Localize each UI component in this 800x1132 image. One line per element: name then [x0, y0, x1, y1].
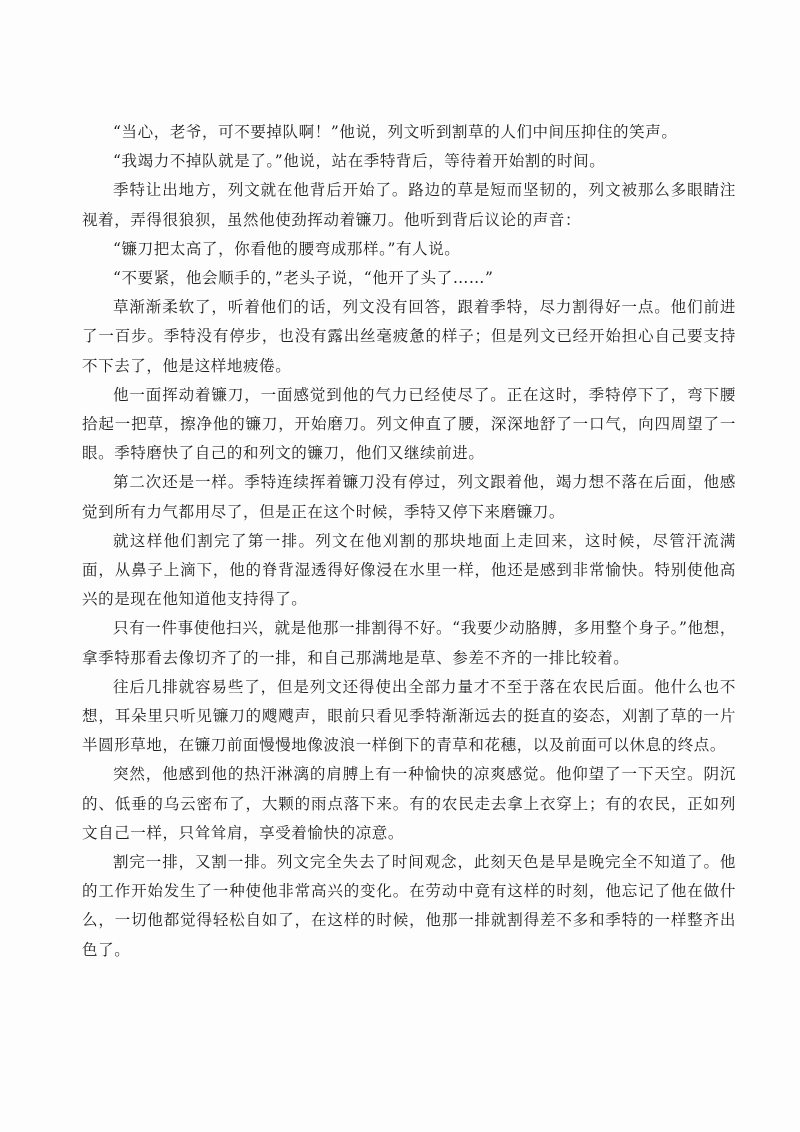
paragraph: 草渐渐柔软了，听着他们的话，列文没有回答，跟着季特，尽力割得好一点。他们前进了一百步。季特没有停步，也没有露出丝毫疲惫的样子；但是列文已经开始担心自己要支持不下去了，他是这样地疲倦。: [82, 298, 736, 375]
paragraph: 季特让出地方，列文就在他背后开始了。路边的草是短而坚韧的，列文被那么多眼睛注视着，弄得很狼狈，虽然他使劲挥动着镰刀。他听到背后议论的声音：: [82, 181, 736, 229]
body-text: [82, 118, 736, 965]
paragraph: “我竭力不掉队就是了。”他说，站在季特背后，等待着开始割的时间。: [113, 152, 606, 171]
paragraph: 往后几排就容易些了，但是列文还得使出全部力量才不至于落在农民后面。他什么也不想，耳朵里只听见镰刀的飕飕声，眼前只看见季特渐渐远去的挺直的姿态，刈割了草的一片半圆形草地，在镰刀前面慢慢地像波浪一样倒下的青草和花穗，以及前面可以休息的终点。: [82, 677, 736, 755]
paragraph: 就这样他们割完了第一排。列文在他刈割的那块地面上走回来，这时候，尽管汗流满面，从鼻子上滴下，他的脊背湿透得好像浸在水里一样，他还是感到非常愉快。特别使他高兴的是现在他知道他支持得了。: [82, 531, 736, 609]
paragraph: 割完一排，又割一排。列文完全失去了时间观念，此刻天色是早是晚完全不知道了。他的工作开始发生了一种使他非常高兴的变化。在劳动中竟有这样的时刻，他忘记了他在做什么，一切他都觉得轻松自如了，在这样的时候，他那一排就割得差不多和季特的一样整齐出色了。: [82, 853, 736, 959]
paragraph: “镰刀把太高了，你看他的腰弯成那样。”有人说。: [113, 239, 461, 258]
paragraph: “不要紧，他会顺手的，”老头子说，“他开了头了……”: [113, 269, 494, 288]
paragraph: 突然，他感到他的热汗淋漓的肩膊上有一种愉快的凉爽感觉。他仰望了一下天空。阴沉的、低垂的乌云密布了，大颗的雨点落下来。有的农民走去拿上衣穿上；有的农民，正如列文自己一样，只耸耸肩，享受着愉快的凉意。: [82, 765, 736, 842]
paragraph: 只有一件事使他扫兴，就是他那一排割得不好。“我要少动胳膊，多用整个身子。”他想，拿季特那看去像切齐了的一排，和自己那满地是草、参差不齐的一排比较着。: [82, 619, 736, 667]
paragraph: 第二次还是一样。季特连续挥着镰刀没有停过，列文跟着他，竭力想不落在后面，他感觉到所有力气都用尽了，但是正在这个时候，季特又停下来磨镰刀。: [82, 473, 736, 521]
paragraph: 他一面挥动着镰刀，一面感觉到他的气力已经使尽了。正在这时，季特停下了，弯下腰拾起一把草，擦净他的镰刀，开始磨刀。列文伸直了腰，深深地舒了一口气，向四周望了一眼。季特磨快了自己的和列文的镰刀，他们又继续前进。: [82, 385, 736, 463]
paragraph: “当心，老爷，可不要掉队啊！”他说，列文听到割草的人们中间压抑住的笑声。: [113, 123, 678, 141]
